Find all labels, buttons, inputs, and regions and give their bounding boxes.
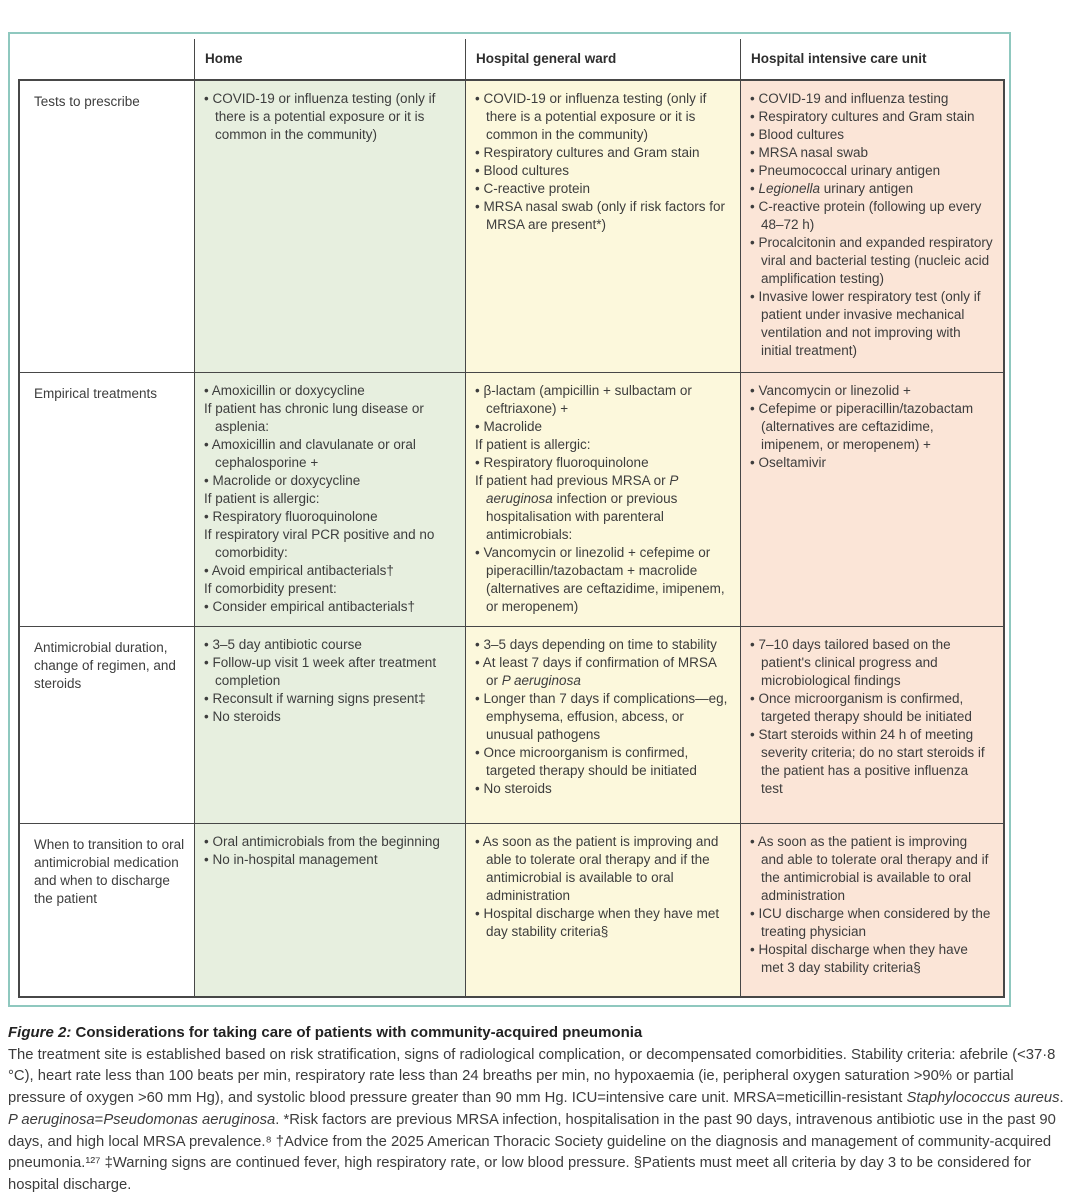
cell-item: • ICU discharge when considered by the treating physician (750, 906, 991, 939)
cell-tests-icu (740, 81, 1003, 372)
cell-item: • MRSA nasal swab (only if risk factors for MRSA are present*) (475, 199, 726, 232)
header-general-ward: Hospital general ward (465, 39, 740, 79)
cell-item: • Invasive lower respiratory test (only if patient under invasive mechanical ventilation and not improving with initial treatment) (750, 289, 981, 358)
cell-item: • 3–5 days depending on time to stability (475, 637, 717, 652)
cell-item: If comorbidity present: (204, 581, 337, 596)
cell-item: • Blood cultures (475, 163, 570, 178)
cell-item: • COVID-19 or influenza testing (only if there is a potential exposure or it is common in the community) (475, 91, 707, 142)
table-row-empirical-treatments (20, 372, 1003, 626)
cell-item: • As soon as the patient is improving and able to tolerate oral therapy and if the antimicrobial is available to oral administration (475, 834, 719, 903)
cell-item: • Consider empirical antibacterials† (204, 599, 416, 614)
cell-duration-general-ward (465, 627, 740, 823)
cell-item: • Vancomycin or linezolid + (750, 383, 911, 398)
cell-item: • Hospital discharge when they have met 3 day stability criteria§ (750, 942, 968, 975)
cell-item: • Once microorganism is confirmed, targeted therapy should be initiated (750, 691, 972, 724)
header-home: Home (194, 39, 465, 79)
cell-item: • No steroids (475, 781, 552, 796)
table-header-row (18, 39, 1005, 79)
caption-body-1: The treatment site is established based on risk stratification, signs of radiological complication, or decompensated comorbidities. Stability criteria: afebrile (<37·8 °C), heart rate less than 100 beats per min, respiratory rate less than 24 breaths per min, no hypoxaemia (ie, peripheral oxygen saturation >90% or partial pressure of oxygen >60 mm Hg), and systolic blood pressure greater than 90 mm Hg. ICU=intensive care unit. MRSA=meticillin-resistant Staphylococcus aureus. (8, 1046, 1064, 1107)
cell-discharge-icu (740, 824, 1003, 996)
cell-item: • As soon as the patient is improving and able to tolerate oral therapy and if the antimicrobial is available to oral administration (750, 834, 989, 903)
cell-item: • COVID-19 and influenza testing (750, 91, 949, 106)
cell-item: • Oral antimicrobials from the beginning (204, 834, 440, 849)
cell-item: • No steroids (204, 709, 281, 724)
header-icu: Hospital intensive care unit (740, 39, 1005, 79)
cell-item: • Respiratory fluoroquinolone (475, 455, 649, 470)
figure-frame (8, 32, 1011, 1007)
figure-label: Figure 2: (8, 1024, 72, 1041)
cell-item: • Follow-up visit 1 week after treatment completion (204, 655, 437, 688)
caption-body-2: P aeruginosa=Pseudomonas aeruginosa. *Risk factors are previous MRSA infection, hospitalisation in the past 90 days, intravenous antibiotic use in the past 90 days, and high local MRSA prevalence.⁸ †Advice from the 2025 American Thoracic Society guideline on the diagnosis and management of community-acquired pneumonia.¹²⁷ ‡Warning signs are continued fever, high respiratory rate, or low blood pressure. §Patients must meet all criteria by day 3 to be considered for hospital discharge. (8, 1111, 1056, 1193)
cell-treatments-general-ward (465, 373, 740, 626)
cell-item: If patient had previous MRSA or P aeruginosa infection or previous hospitalisation with parenteral antimicrobials: (475, 473, 678, 542)
table-row-tests (20, 81, 1003, 372)
table-row-oral-transition-discharge (20, 823, 1003, 996)
cell-item: • Procalcitonin and expanded respiratory viral and bacterial testing (nucleic acid amplification testing) (750, 235, 993, 286)
cell-item: • No in-hospital management (204, 852, 378, 867)
cell-item: • C-reactive protein (475, 181, 591, 196)
cell-item: • Respiratory cultures and Gram stain (475, 145, 700, 160)
caption-title-line (8, 1022, 1070, 1044)
cell-item: • Macrolide or doxycycline (204, 473, 361, 488)
cell-item: • Reconsult if warning signs present‡ (204, 691, 426, 706)
cell-item: • β-lactam (ampicillin + sulbactam or ceftriaxone) + (475, 383, 692, 416)
cell-item: • Cefepime or piperacillin/tazobactam (alternatives are ceftazidime, imipenem, or meropenem) + (750, 401, 974, 452)
cell-item: • Avoid empirical antibacterials† (204, 563, 394, 578)
cell-tests-general-ward (465, 81, 740, 372)
row-label-oral-transition-discharge: When to transition to oral antimicrobial medication and when to discharge the patient (20, 824, 194, 996)
cell-treatments-home (194, 373, 465, 626)
cell-item: • Pneumococcal urinary antigen (750, 163, 941, 178)
cell-item: • 3–5 day antibiotic course (204, 637, 362, 652)
cell-item: • Macrolide (475, 419, 542, 434)
cell-item: • Once microorganism is confirmed, targeted therapy should be initiated (475, 745, 697, 778)
cell-item: • Legionella urinary antigen (750, 181, 914, 196)
row-label-duration-steroids: Antimicrobial duration, change of regimen, and steroids (20, 627, 194, 823)
row-label-tests: Tests to prescribe (20, 81, 194, 372)
table-row-duration-steroids (20, 626, 1003, 823)
cell-item: • Hospital discharge when they have met day stability criteria§ (475, 906, 720, 939)
header-corner-cell (18, 39, 194, 79)
cell-item: • At least 7 days if confirmation of MRSA or P aeruginosa (475, 655, 717, 688)
cell-treatments-icu (740, 373, 1003, 626)
care-settings-table (18, 39, 1005, 998)
table-body (18, 79, 1005, 998)
cell-item: • Respiratory cultures and Gram stain (750, 109, 975, 124)
caption-title: Considerations for taking care of patients with community-acquired pneumonia (75, 1024, 643, 1041)
cell-item: If patient is allergic: (204, 491, 320, 506)
cell-discharge-home (194, 824, 465, 996)
cell-item: • Start steroids within 24 h of meeting severity criteria; do no start steroids if the patient has a positive influenza test (750, 727, 985, 796)
cell-item: • COVID-19 or influenza testing (only if there is a potential exposure or it is common in the community) (204, 91, 436, 142)
cell-item: • Amoxicillin or doxycycline (204, 383, 365, 398)
cell-duration-home (194, 627, 465, 823)
cell-tests-home (194, 81, 465, 372)
cell-item: If patient has chronic lung disease or asplenia: (204, 401, 424, 434)
cell-discharge-general-ward (465, 824, 740, 996)
cell-item: • C-reactive protein (following up every 48–72 h) (750, 199, 982, 232)
cell-item: • MRSA nasal swab (750, 145, 869, 160)
cell-item: • Respiratory fluoroquinolone (204, 509, 378, 524)
cell-duration-icu (740, 627, 1003, 823)
figure-caption (8, 1022, 1070, 1197)
cell-item: • Longer than 7 days if complications—eg, emphysema, effusion, abcess, or unusual pathogens (475, 691, 728, 742)
row-label-empirical-treatments: Empirical treatments (20, 373, 194, 626)
cell-item: • Vancomycin or linezolid + cefepime or piperacillin/tazobactam + macrolide (alternatives are ceftazidime, imipenem, or meropenem) (475, 545, 725, 614)
cell-item: • Amoxicillin and clavulanate or oral cephalosporine + (204, 437, 416, 470)
cell-item: • Blood cultures (750, 127, 845, 142)
cell-item: If respiratory viral PCR positive and no comorbidity: (204, 527, 435, 560)
cell-item: If patient is allergic: (475, 437, 591, 452)
cell-item: • Oseltamivir (750, 455, 826, 470)
cell-item: • 7–10 days tailored based on the patient's clinical progress and microbiological findings (750, 637, 951, 688)
